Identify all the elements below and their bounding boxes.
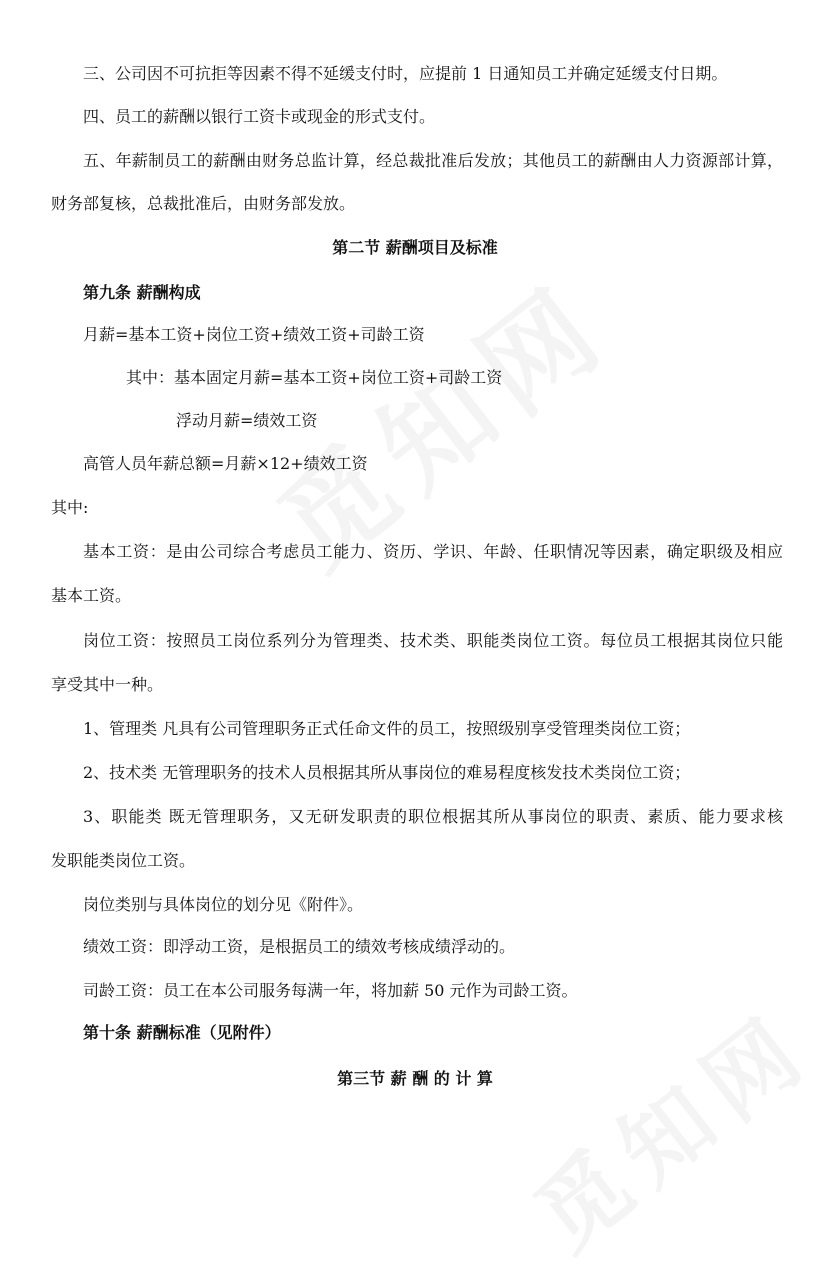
fixed-monthly-salary-formula: 其中：基本固定月薪=基本工资+岗位工资+司龄工资: [126, 368, 503, 387]
technical-category: 2、技术类 无管理职务的技术人员根据其所从事岗位的难易程度核发技术类岗位工资；: [83, 763, 691, 782]
seniority-salary: 司龄工资：员工在本公司服务每满一年，将加薪 50 元作为司龄工资。: [83, 981, 578, 1000]
functional-category-line-2: 发职能类岗位工资。: [51, 851, 196, 870]
where-label: 其中:: [51, 498, 89, 517]
post-salary-line-2: 享受其中一种。: [51, 675, 164, 694]
paragraph-item-3: 三、公司因不可抗拒等因素不得不延缓支付时，应提前 1 日通知员工并确定延缓支付日期。: [83, 64, 728, 83]
functional-category-line-1: 3、职能类 既无管理职务，又无研发职责的职位根据其所从事岗位的职责、素质、能力要求核: [83, 807, 783, 826]
base-salary-line-1: 基本工资：是由公司综合考虑员工能力、资历、学识、年龄、任职情况等因素，确定职级及相应: [83, 542, 783, 561]
watermark-secondary: [504, 976, 830, 1274]
paragraph-item-4: 四、员工的薪酬以银行工资卡或现金的形式支付。: [83, 107, 436, 126]
performance-salary: 绩效工资：即浮动工资，是根据员工的绩效考核成绩浮动的。: [83, 937, 516, 956]
paragraph-item-5-line-1: 五、年薪制员工的薪酬由财务总监计算，经总裁批准后发放；其他员工的薪酬由人力资源部计算，: [83, 151, 783, 170]
post-salary-line-1: 岗位工资：按照员工岗位系列分为管理类、技术类、职能类岗位工资。每位员工根据其岗位只能: [83, 631, 783, 650]
annual-salary-formula: 高管人员年薪总额=月薪×12+绩效工资: [83, 454, 368, 473]
management-category: 1、管理类 凡具有公司管理职务正式任命文件的员工，按照级别享受管理类岗位工资；: [83, 719, 691, 738]
monthly-salary-formula: 月薪=基本工资+岗位工资+绩效工资+司龄工资: [83, 325, 425, 344]
article-9-title: 第九条 薪酬构成: [83, 283, 201, 302]
floating-monthly-salary-formula: 浮动月薪=绩效工资: [176, 411, 318, 430]
section-3-title: 第三节 薪 酬 的 计 算: [337, 1069, 493, 1088]
article-10-title: 第十条 薪酬标准（见附件）: [83, 1023, 281, 1042]
post-category-note: 岗位类别与具体岗位的划分见《附件》。: [83, 895, 364, 914]
paragraph-item-5-line-2: 财务部复核，总裁批准后，由财务部发放。: [51, 194, 356, 213]
base-salary-line-2: 基本工资。: [51, 586, 132, 605]
section-2-title: 第二节 薪酬项目及标准: [332, 238, 498, 257]
